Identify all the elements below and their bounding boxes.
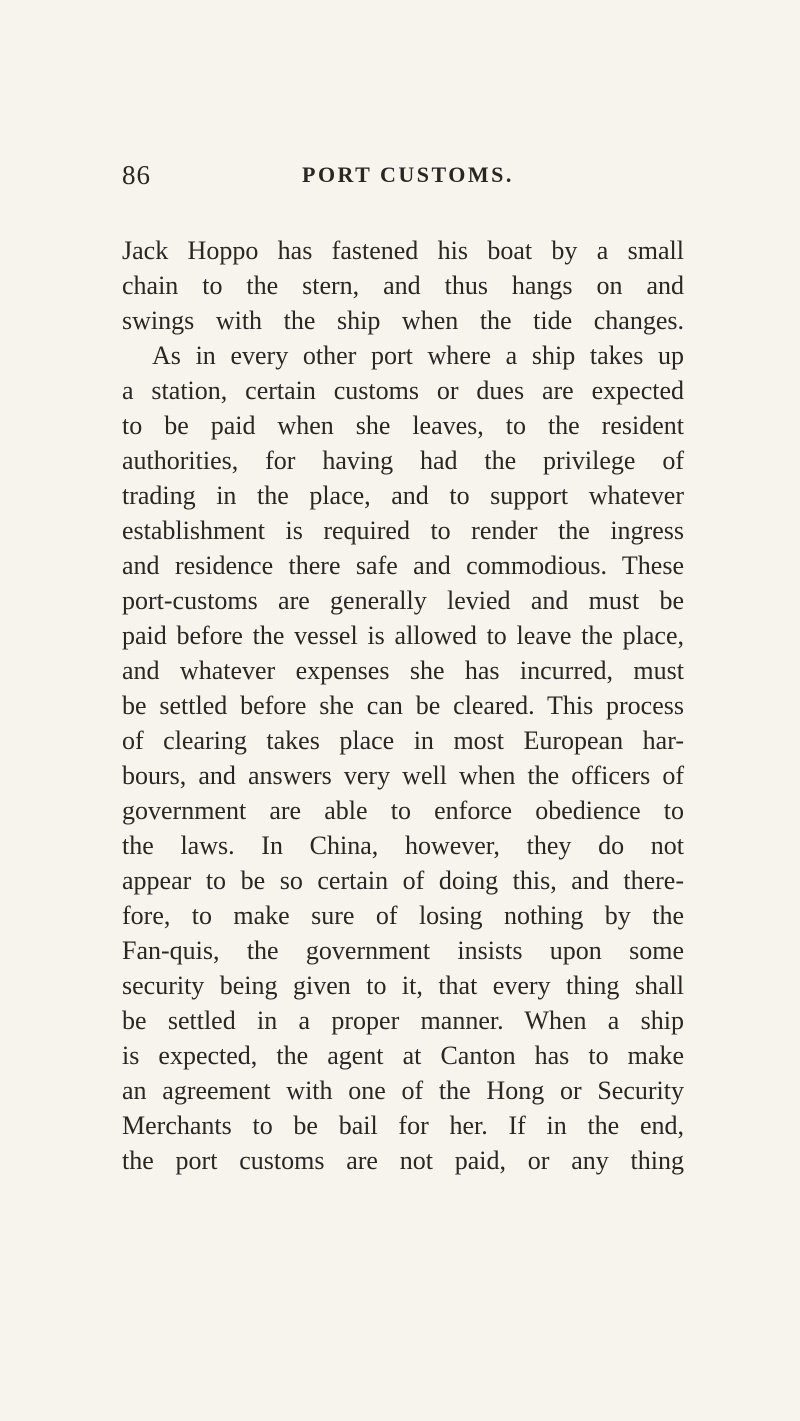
text-line: Fan-quis, the government insists upon some xyxy=(122,936,684,965)
text-line: be settled before she can be cleared. This process xyxy=(122,691,684,720)
text-line: security being given to it, that every thing shall xyxy=(122,971,684,1000)
text-line: paid before the vessel is allowed to leave the place, xyxy=(122,621,684,650)
text-line: is expected, the agent at Canton has to make xyxy=(122,1041,684,1070)
page-number: 86 xyxy=(122,160,151,190)
text-line: swings with the ship when the tide changes. xyxy=(122,306,684,335)
text-line: bours, and answers very well when the officers of xyxy=(122,761,684,790)
text-line: establishment is required to render the ingress xyxy=(122,516,684,545)
text-line: trading in the place, and to support whatever xyxy=(122,481,684,510)
text-line: the laws. In China, however, they do not xyxy=(122,831,684,860)
text-line: be settled in a proper manner. When a ship xyxy=(122,1006,684,1035)
text-line: to be paid when she leaves, to the resident xyxy=(122,411,684,440)
running-head: PORT CUSTOMS. xyxy=(302,162,514,187)
text-line: of clearing takes place in most European har- xyxy=(122,726,684,755)
text-line: the port customs are not paid, or any thing xyxy=(122,1146,684,1175)
text-line: a station, certain customs or dues are expected xyxy=(122,376,684,405)
text-line: Merchants to be bail for her. If in the end, xyxy=(122,1111,684,1140)
body-text xyxy=(122,233,684,1178)
text-line: port-customs are generally levied and must be xyxy=(122,586,684,615)
page-header xyxy=(122,160,682,200)
text-line: government are able to enforce obedience to xyxy=(122,796,684,825)
text-line: appear to be so certain of doing this, and there- xyxy=(122,866,684,895)
text-line: and whatever expenses she has incurred, must xyxy=(122,656,684,685)
text-line: chain to the stern, and thus hangs on and xyxy=(122,271,684,300)
text-line: an agreement with one of the Hong or Security xyxy=(122,1076,684,1105)
text-line: fore, to make sure of losing nothing by the xyxy=(122,901,684,930)
text-line: As in every other port where a ship takes up xyxy=(152,341,684,370)
text-line: and residence there safe and commodious. These xyxy=(122,551,684,580)
text-line: authorities, for having had the privilege of xyxy=(122,446,684,475)
text-line: Jack Hoppo has fastened his boat by a small xyxy=(122,236,684,265)
